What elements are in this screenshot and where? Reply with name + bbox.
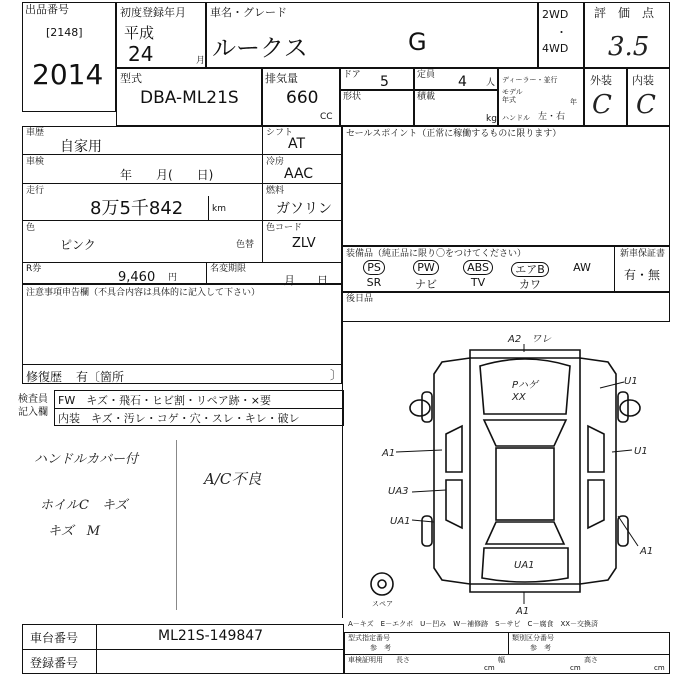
inspector-line1: FW キズ・飛石・ヒビ割・リペア跡・×要 <box>58 394 271 407</box>
doors-label: ドア <box>343 70 361 80</box>
era: 平成 <box>124 24 155 42</box>
width-cm: cm <box>570 664 581 672</box>
color-no-label: 色コード <box>266 223 303 233</box>
lot-year: 2014 <box>32 58 104 91</box>
capacity-label: 定員 <box>417 70 436 80</box>
cert-box <box>344 632 670 674</box>
usage-label: 車歴 <box>26 128 45 138</box>
mark-top: A2 ワレ <box>508 334 552 345</box>
lot-number: [2148] <box>46 26 83 39</box>
mark-left-mid: A1 <box>382 448 396 459</box>
width-label: 幅 <box>498 656 505 664</box>
inspector-line2: 内装 キズ・汚レ・コゲ・穴・スレ・キレ・破レ <box>58 412 300 425</box>
spare-tire-shape <box>371 573 393 595</box>
mark-right-top: U1 <box>624 376 638 387</box>
equip-abs: ABS <box>463 260 493 275</box>
dealer-label: ディーラー・並行 <box>502 76 558 84</box>
length-cm: cm <box>484 664 495 672</box>
equipment-row1 <box>348 261 610 277</box>
month-unit: 月 <box>196 56 206 66</box>
handwritten-note-3: キズ M <box>48 524 101 539</box>
warranty-label: 新車保証書 <box>620 249 666 259</box>
color: ピンク <box>60 238 96 252</box>
mileage: 8万5千842 <box>90 198 184 219</box>
shift-label: シフト <box>266 128 294 138</box>
caution-box <box>22 284 342 384</box>
mark-center-low: UA1 <box>514 560 535 571</box>
category-label: 類別区分番号 <box>512 634 554 642</box>
capacity: 4 <box>458 74 467 90</box>
type-designation-label: 型式指定番号 <box>348 634 390 642</box>
interior-label: 内装 <box>632 74 654 87</box>
exterior-grade: C <box>592 90 612 120</box>
transfer-label: 名変期限 <box>210 264 247 274</box>
mark-center-top: Pハゲ XX <box>512 380 539 403</box>
equip-navi: ナビ <box>415 278 437 291</box>
lot-label: 出品番号 <box>25 3 69 16</box>
fuel: ガソリン <box>276 201 332 217</box>
model-label: 車名・グレード <box>210 6 287 19</box>
reg-label: 登録番号 <box>30 656 79 670</box>
car-diagram <box>342 322 670 618</box>
ref-label-2: 参 考 <box>530 644 551 652</box>
repair-label: 修復歴 <box>26 370 63 384</box>
caution-label: 注意事項申告欄（不具合内容は具体的に記入して下さい） <box>26 288 261 298</box>
mark-right-low: A1 <box>640 546 654 557</box>
reg-year: 24 <box>128 42 154 66</box>
doors: 5 <box>380 74 389 90</box>
aftermarket-label: 後日品 <box>346 294 374 304</box>
equip-tv: TV <box>470 276 486 289</box>
handle-value: 左・右 <box>538 112 566 122</box>
damage-legend: A－キズ E－エクボ U－凹み W－補修跡 S－サビ C－腐食 XX－交換済 <box>348 620 599 628</box>
color-code: ZLV <box>292 236 316 251</box>
sales-point-label: セールスポイント（正常に稼働するものに限ります） <box>346 129 562 139</box>
mark-left-low: UA3 <box>388 486 409 497</box>
chassis-value: ML21S-149847 <box>158 628 264 644</box>
mark-bottom: A1 <box>516 606 530 617</box>
height-cm: cm <box>654 664 665 672</box>
equip-ps: PS <box>363 260 385 275</box>
interior-grade: C <box>636 90 656 120</box>
recycle-label: R券 <box>26 264 42 274</box>
right-side-shape <box>580 358 616 584</box>
cert-label: 車検証明用 <box>348 656 383 664</box>
ac-label: 冷房 <box>266 157 285 167</box>
equip-sr: SR <box>366 276 382 289</box>
equip-aw: AW <box>573 261 591 274</box>
equipment-label: 装備品（純正品に限り〇をつけてください） <box>346 249 527 259</box>
ref-label-1: 参 考 <box>370 644 391 652</box>
handle-label: ハンドル <box>502 114 530 122</box>
inspector-label: 検査員記入欄 <box>18 394 48 418</box>
handwritten-note-1: ハンドルカバー付 <box>34 452 139 467</box>
equipment-row2 <box>348 276 610 292</box>
repair-value: 有〔箇所 <box>76 370 125 384</box>
yen-unit: 円 <box>168 273 178 283</box>
score-label: 評 価 点 <box>594 6 655 20</box>
color-label: 色 <box>26 223 36 233</box>
repair-close: 〕 <box>330 368 343 382</box>
model-name: ルークス <box>212 34 308 62</box>
kg-unit: kg <box>486 114 497 124</box>
inspection-value: 年 月( 日) <box>120 168 214 182</box>
fuel-label: 燃料 <box>266 186 285 196</box>
windshield-shape <box>484 420 566 446</box>
transfer-value: 月 日 <box>284 274 328 287</box>
model-year-label: モデル年式 <box>502 88 523 104</box>
mark-right-mid: U1 <box>634 446 648 457</box>
warranty-value: 有・無 <box>624 268 661 282</box>
front-bumper-shape <box>470 350 580 358</box>
type-code: DBA-ML21S <box>140 88 239 108</box>
color-change-label: 色替 <box>236 240 255 250</box>
person-unit: 人 <box>486 78 496 88</box>
aftermarket-box <box>342 292 670 322</box>
shift: AT <box>288 136 306 152</box>
exterior-label: 外装 <box>590 74 612 87</box>
first-reg-label: 初度登録年月 <box>120 6 186 19</box>
grade: G <box>408 28 427 56</box>
load-label: 積載 <box>417 92 436 102</box>
inspection-label: 車検 <box>26 157 45 167</box>
km-unit: km <box>212 204 226 214</box>
cc-unit: CC <box>320 112 333 122</box>
lot-box <box>22 2 116 112</box>
rear-window-shape <box>486 522 564 544</box>
shape-label: 形状 <box>343 92 362 102</box>
chassis-label: 車台番号 <box>30 631 79 645</box>
usage: 自家用 <box>60 139 102 155</box>
spare-label: スペア <box>372 600 393 608</box>
score: 3.5 <box>608 32 650 62</box>
displacement: 660 <box>286 88 319 108</box>
equip-pw: PW <box>413 260 439 275</box>
rear-bumper-shape <box>470 584 580 592</box>
sales-point-box <box>342 126 670 246</box>
drive-dot: ・ <box>556 26 567 39</box>
equip-leather: カワ <box>519 278 541 291</box>
length-label: 長さ <box>396 656 410 664</box>
roof-shape <box>496 448 554 520</box>
mileage-label: 走行 <box>26 186 45 196</box>
ac: AAC <box>284 166 314 182</box>
drive-4wd: 4WD <box>542 42 569 55</box>
year-unit: 年 <box>570 98 577 106</box>
equip-airbag: エアB <box>511 262 549 277</box>
left-side-shape <box>434 358 470 584</box>
recycle-value: 9,460 <box>118 270 156 285</box>
handwritten-note-2: ホイルC キズ <box>40 498 128 513</box>
mark-left-bottom: UA1 <box>390 516 411 527</box>
type-label: 型式 <box>120 72 142 85</box>
drive-2wd: 2WD <box>542 8 569 21</box>
displacement-label: 排気量 <box>265 72 298 85</box>
height-label: 高さ <box>584 656 598 664</box>
ac-note: A/C不良 <box>204 470 262 488</box>
